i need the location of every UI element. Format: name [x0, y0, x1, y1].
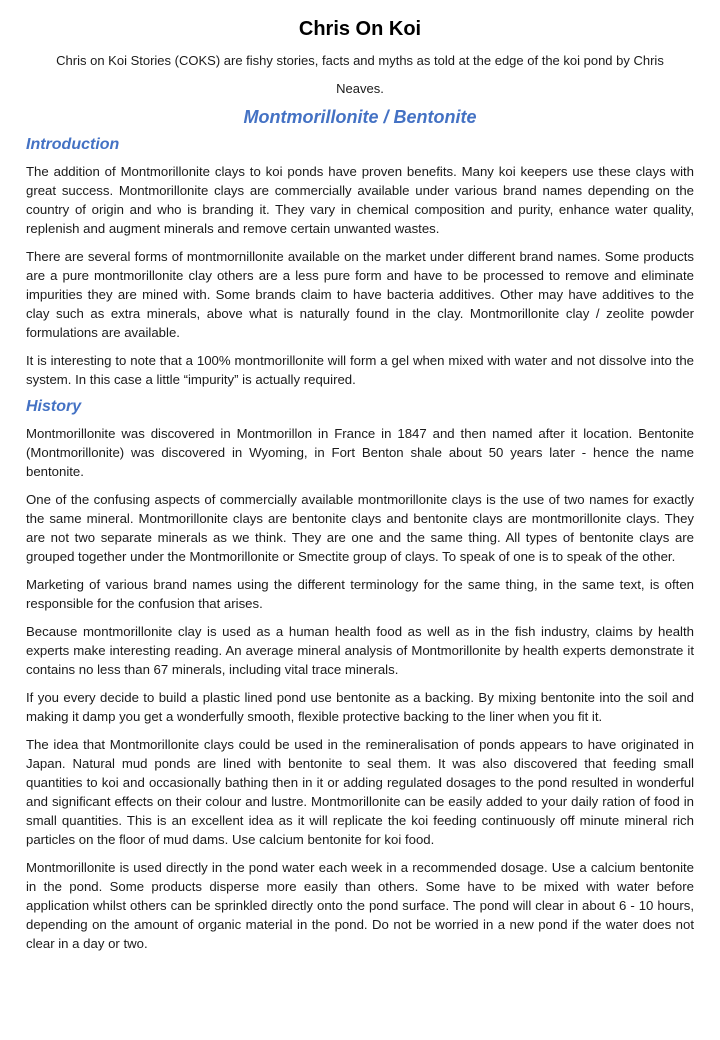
- paragraph: Marketing of various brand names using the different terminology for the same thing, in the same text, is often responsible for the confusion that arises.: [26, 577, 694, 611]
- paragraph: It is interesting to note that a 100% montmorillonite will form a gel when mixed with water and not dissolve into the system. In this case a little “impurity” is actually required.: [26, 353, 694, 387]
- document-subtitle: Chris on Koi Stories (COKS) are fishy stories, facts and myths as told at the edge of the koi pond by Chris Neaves.: [56, 53, 664, 96]
- paragraph: The addition of Montmorillonite clays to koi ponds have proven benefits. Many koi keepers use these clays with great success. Montmorillonite clays are commercially available under various brand names depending on the country of origin and who is branding it. They vary in chemical composition and purity, enhance water quality, replenish and augment minerals and remove certain unwanted wastes.: [26, 164, 694, 236]
- section-history: [26, 398, 694, 953]
- paragraph: If you every decide to build a plastic lined pond use bentonite as a backing. By mixing bentonite into the soil and making it damp you get a wonderfully smooth, flexible protective backing to the liner when you fit it.: [26, 690, 694, 724]
- paragraph: The idea that Montmorillonite clays could be used in the remineralisation of ponds appears to have originated in Japan. Natural mud ponds are lined with bentonite to seal them. It was also discovered that feeding small quantities to koi and occasionally bathing then in it or adding regulated dosages to the pond resulted in wonderful and significant effects on their colour and lustre. Montmorillonite can be easily added to your daily ration of food in small quantities. This is an excellent idea as it will replicate the koi feeding continuously off minute mineral rich particles on the floor of mud dams. Use calcium bentonite for koi food.: [26, 737, 694, 847]
- section-introduction: [26, 136, 694, 389]
- paragraph: Montmorillonite is used directly in the pond water each week in a recommended dosage. Use a calcium bentonite in the pond. Some products disperse more easily than others. Some have to be mixed with water before application whilst others can be sprinkled directly onto the pond surface. The pond will clear in about 6 - 10 hours, depending on the amount of organic material in the pond. Do not be worried in a new pond if the water does not clear in a day or two.: [26, 860, 694, 951]
- paragraph: Montmorillonite was discovered in Montmorillon in France in 1847 and then named after it location. Bentonite (Montmorillonite) was discovered in Wyoming, in Fort Benton shale about 50 years later - hence the name bentonite.: [26, 426, 694, 479]
- paragraph: There are several forms of montmornillonite available on the market under different brand names. Some products are a pure montmorillonite clay others are a less pure form and have to be processed to remove and eliminate impurities they are mined with. Some brands claim to have bacteria additives. Other may have additives to the clay such as extra minerals, above what is naturally found in the clay. Montmorillonite clay / zeolite powder formulations are available.: [26, 249, 694, 340]
- section-heading-introduction: Introduction: [26, 136, 120, 153]
- paragraph: One of the confusing aspects of commercially available montmorillonite clays is the use of two names for exactly the same mineral. Montmorillonite clays are bentonite clays and bentonite clays are montmorillonite clays. They are not two separate minerals as we think. They are one and the same thing. All types of bentonite clays are grouped together under the Montmorillonite or Smectite group of clays. To speak of one is to speak of the other.: [26, 492, 694, 564]
- document-title: Chris On Koi: [298, 18, 422, 40]
- paragraph: Because montmorillonite clay is used as a human health food as well as in the fish industry, claims by health experts make interesting reading. An average mineral analysis of Montmorillonite by health experts demonstrate it contains no less than 67 minerals, including vital trace minerals.: [26, 624, 694, 677]
- article-title: Montmorillonite / Bentonite: [243, 107, 477, 127]
- section-heading-history: History: [26, 398, 82, 415]
